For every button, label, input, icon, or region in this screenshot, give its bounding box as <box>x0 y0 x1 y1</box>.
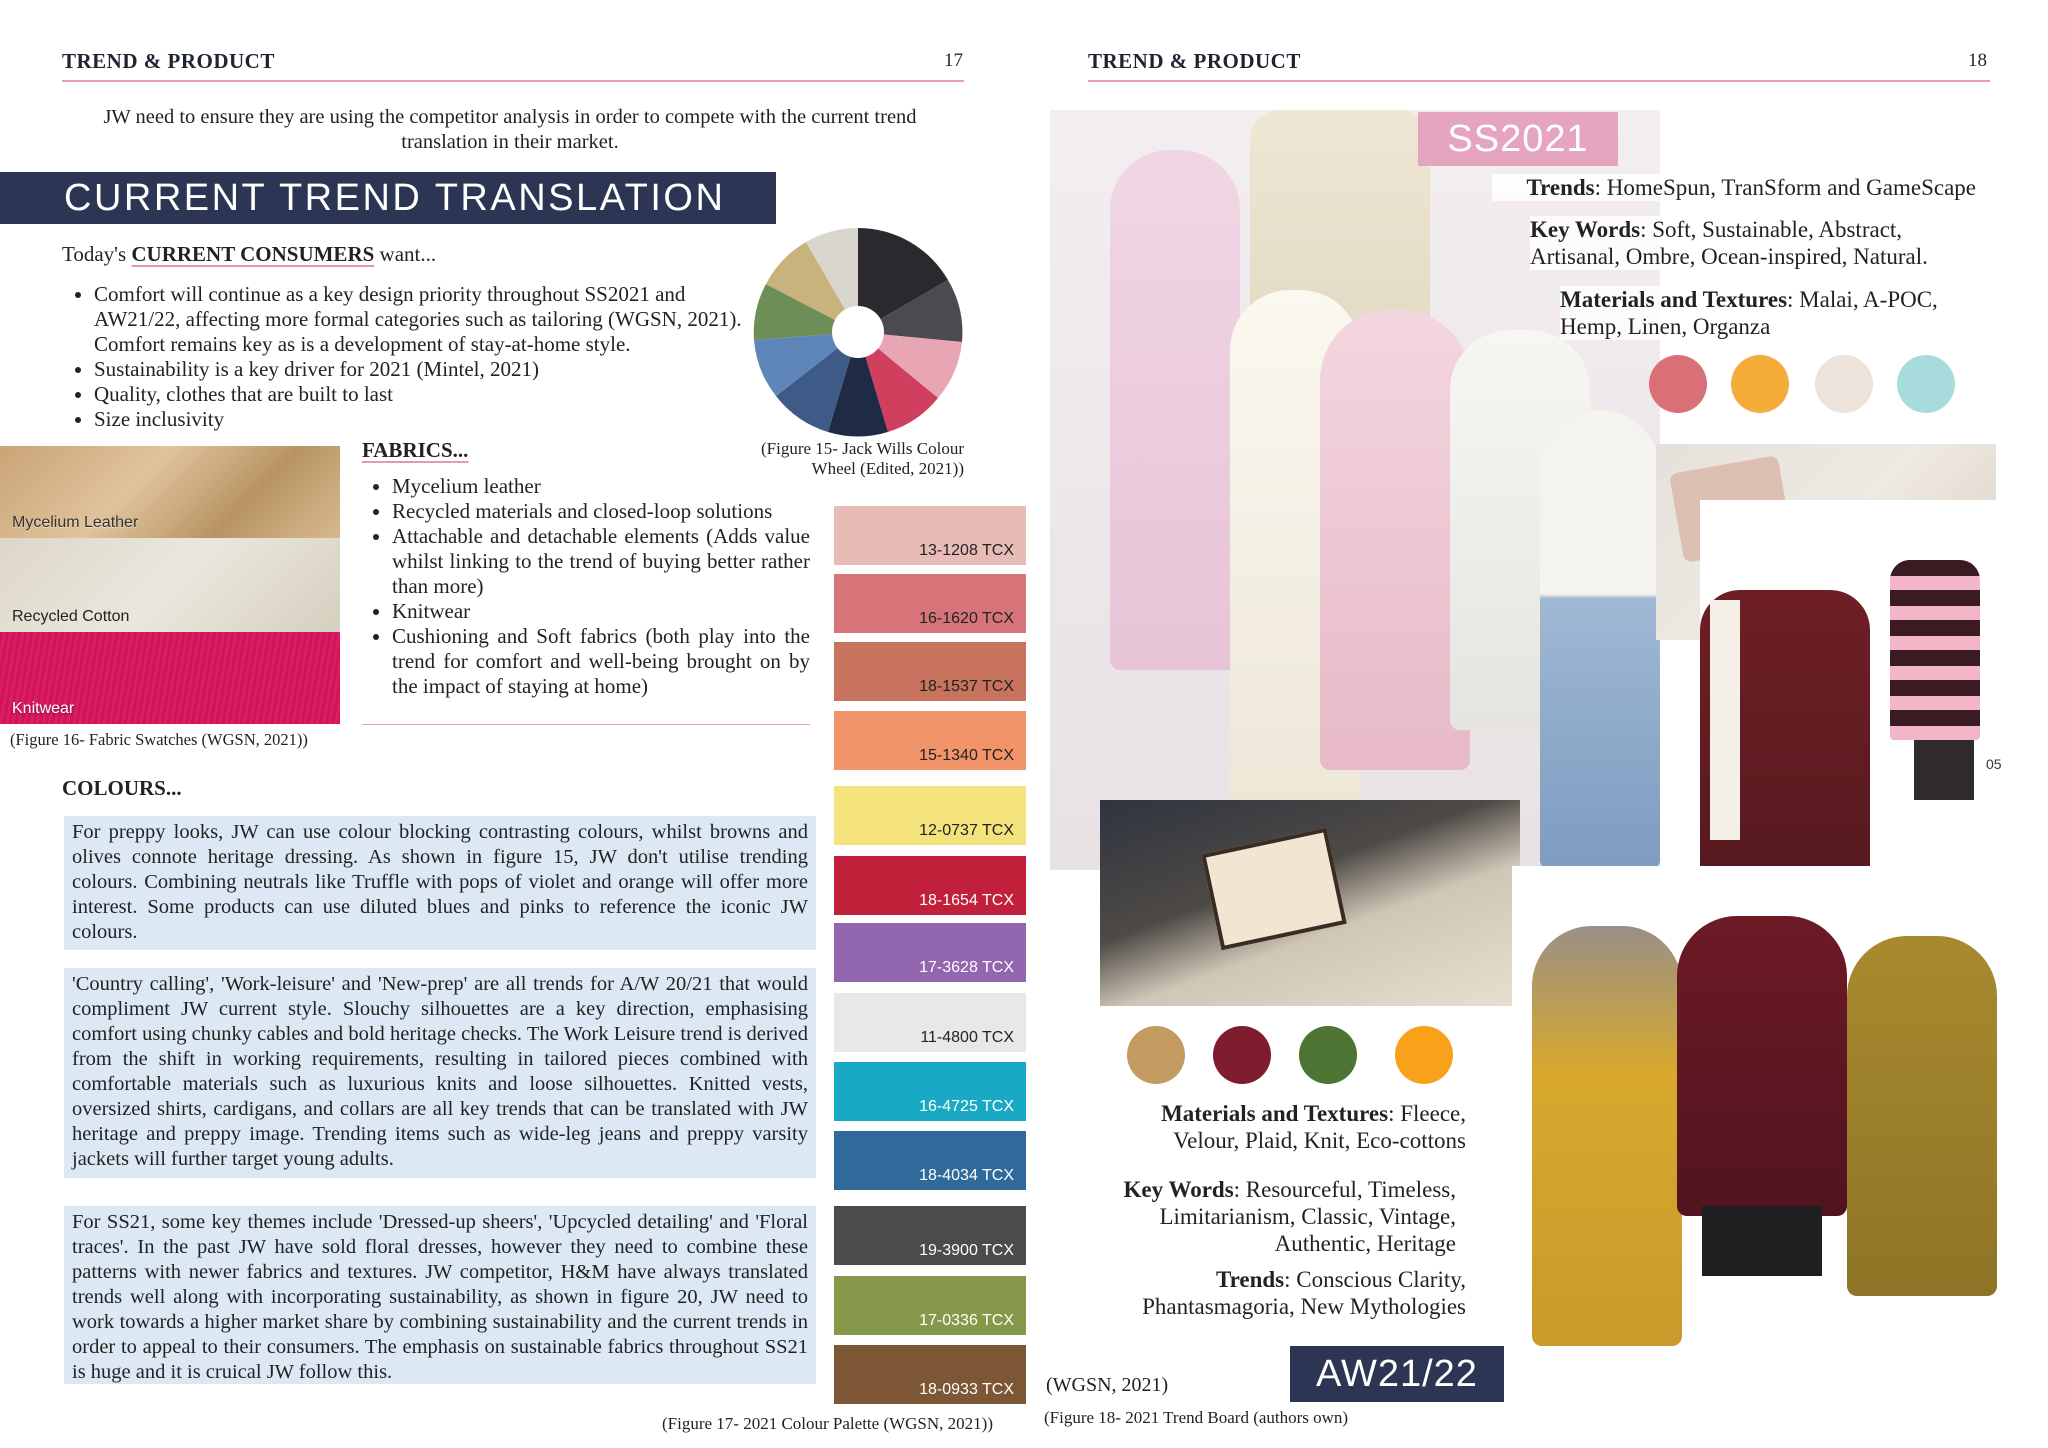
ss-keywords <box>1530 216 1970 270</box>
aw-keywords-text: : Resourceful, Timeless, Limitarianism, Classic, Vintage, Authentic, Heritage <box>1159 1177 1456 1256</box>
ss-colour-dot <box>1731 355 1789 413</box>
palette-chip <box>834 506 1026 565</box>
page-number-right: 18 <box>1968 50 1987 71</box>
chip-code: 17-3628 TCX <box>919 959 1014 976</box>
ss-trends-label: Trends <box>1526 175 1595 200</box>
palette-chip <box>834 1345 1026 1404</box>
model-figure <box>1677 916 1847 1216</box>
palette-caption: (Figure 17- 2021 Colour Palette (WGSN, 2021)) <box>662 1414 993 1433</box>
fabric-bullet: • Mycelium leather <box>392 474 810 499</box>
striped-rugby-shirt <box>1890 560 1980 740</box>
interior-photo <box>1100 800 1520 1006</box>
ss-trends <box>1492 174 1976 201</box>
palette-chip <box>834 711 1026 770</box>
fabric-bullet: • Recycled materials and closed-loop solutions <box>392 499 810 524</box>
chip-code: 13-1208 TCX <box>919 542 1014 559</box>
palette-chip <box>834 642 1026 701</box>
aw-materials-text: : Fleece, Velour, Plaid, Knit, Eco-cottons <box>1173 1101 1466 1153</box>
swatch-label: Recycled Cotton <box>12 608 130 625</box>
chip-code: 18-0933 TCX <box>919 1381 1014 1398</box>
aw-colour-dot <box>1299 1026 1357 1084</box>
aw-materials-label: Materials and Textures <box>1161 1101 1389 1126</box>
fabric-bullets <box>362 474 810 699</box>
section-banner: CURRENT TREND TRANSLATION <box>0 172 776 224</box>
ss-trends-text: : HomeSpun, TranSform and GameScape <box>1594 175 1976 200</box>
trends-paragraph: 'Country calling', 'Work-leisure' and 'New-prep' are all trends for A/W 20/21 that would compliment JW current style. Slouchy silhouettes are a key direction, emphasising comfort using chunky cables and bold heritage checks. The Work Leisure trend is derived from the shift in working requirements, resulting in tailored pieces combined with comfortable materials such as luxurious knits and loose silhouettes. Knitted vests, oversized shirts, cardigans, and collars are all key trends that can be translated with JW heritage and preppy image. Trending items such as wide-leg jeans and preppy varsity jackets will further target young adults. <box>64 968 816 1178</box>
aw-colour-dot <box>1395 1026 1453 1084</box>
shorts <box>1914 740 1974 800</box>
ss2021-label: SS2021 <box>1418 112 1618 166</box>
palette-chip <box>834 786 1026 845</box>
ss-colour-dot <box>1649 355 1707 413</box>
consumer-bullet: • Sustainability is a key driver for 2021 (Mintel, 2021) <box>94 357 744 382</box>
running-header-left: TREND & PRODUCT <box>62 49 275 73</box>
aw-keywords-label: Key Words <box>1123 1177 1234 1202</box>
consumers-prefix: Today's <box>62 242 132 266</box>
swatch-label: Knitwear <box>12 700 75 717</box>
ss-keywords-text: : Soft, Sustainable, Abstract, Artisanal, Ombre, Ocean-inspired, Natural. <box>1530 217 1928 269</box>
pleated-skirt <box>1702 1206 1822 1276</box>
chip-code: 18-1654 TCX <box>919 892 1014 909</box>
header-rule-left <box>62 80 964 82</box>
runway-number-tag: 05 <box>1986 756 2002 772</box>
consumer-bullet: • Comfort will continue as a key design priority throughout SS2021 and AW21/22, affecting more formal categories such as tailoring (WGSN, 2021). Comfort remains key as is a development of stay-at-home style. <box>94 282 744 357</box>
fabrics-title: FABRICS... <box>362 438 469 462</box>
chip-code: 11-4800 TCX <box>920 1029 1014 1046</box>
intro-text: JW need to ensure they are using the competitor analysis in order to compete with the current trend translation in their market. <box>103 106 917 153</box>
aw-trends <box>1100 1266 1466 1320</box>
model-figure <box>1110 150 1240 670</box>
consumer-bullet: • Size inclusivity <box>94 407 744 432</box>
consumers-heading <box>62 242 436 267</box>
consumer-bullet: • Quality, clothes that are built to last <box>94 382 744 407</box>
model-figure <box>1847 936 1997 1296</box>
swatch-caption: (Figure 16- Fabric Swatches (WGSN, 2021)) <box>10 730 308 749</box>
chip-code: 18-4034 TCX <box>919 1167 1014 1184</box>
aw-runway-photo <box>1512 866 1998 1448</box>
fabrics-rule <box>362 724 810 725</box>
aw-keywords <box>1090 1176 1456 1257</box>
fabric-swatch <box>0 632 340 724</box>
chip-code: 17-0336 TCX <box>919 1312 1014 1329</box>
aw-colour-dot <box>1127 1026 1185 1084</box>
fabric-bullet: • Knitwear <box>392 599 810 624</box>
source-note: (WGSN, 2021) <box>1046 1374 1169 1396</box>
wheel-caption: (Figure 15- Jack Wills Colour Wheel (Edited, 2021)) <box>761 439 964 478</box>
palette-chip <box>834 574 1026 633</box>
palette-chip <box>834 1062 1026 1121</box>
jacket-sleeve <box>1710 600 1740 840</box>
ss-colour-dot <box>1897 355 1955 413</box>
varsity-photo <box>1700 500 2000 920</box>
chip-code: 16-1620 TCX <box>919 610 1014 627</box>
colour-wheel-figure <box>752 226 964 438</box>
header-rule-right <box>1088 80 1990 82</box>
ss21-paragraph: For SS21, some key themes include 'Dressed-up sheers', 'Upcycled detailing' and 'Floral traces'. In the past JW have sold floral dresses, however they need to combine these patterns with newer fabrics and textures. JW competitor, H&M have always translated trends well along with incorporating sustainability, as shown in figure 20, JW need to work towards a higher market share by combining sustainability and the current trends in order to appeal to their consumers. The emphasis on sustainable fabrics throughout SS21 is huge and it is cruical JW follow this. <box>64 1206 816 1384</box>
chip-code: 19-3900 TCX <box>919 1242 1014 1259</box>
fabric-swatch <box>0 538 340 632</box>
chip-code: 16-4725 TCX <box>919 1098 1014 1115</box>
palette-chip <box>834 856 1026 915</box>
consumers-highlight: CURRENT CONSUMERS <box>131 242 375 266</box>
consumer-bullets <box>64 282 744 432</box>
palette-chip <box>834 1276 1026 1335</box>
swatch-label: Mycelium Leather <box>12 514 139 531</box>
consumers-suffix: want... <box>374 242 437 266</box>
ss-keywords-label: Key Words <box>1530 217 1641 242</box>
aw-trends-text: : Conscious Clarity, Phantasmagoria, New Mythologies <box>1142 1267 1466 1319</box>
aw-materials <box>1100 1100 1466 1154</box>
model-figure <box>1540 410 1660 870</box>
model-figure <box>1532 926 1682 1346</box>
chip-code: 18-1537 TCX <box>919 678 1014 695</box>
chip-code: 15-1340 TCX <box>919 747 1014 764</box>
ss-colour-dot <box>1815 355 1873 413</box>
model-figure <box>1320 310 1470 770</box>
trend-board-caption: (Figure 18- 2021 Trend Board (authors own) <box>1044 1408 1349 1427</box>
chip-code: 12-0737 TCX <box>919 822 1014 839</box>
running-header-right: TREND & PRODUCT <box>1088 49 1301 73</box>
ss-materials-label: Materials and Textures <box>1560 287 1788 312</box>
ss-materials <box>1560 286 1980 340</box>
palette-chip <box>834 923 1026 982</box>
aw2122-label: AW21/22 <box>1290 1346 1504 1402</box>
page-number-left: 17 <box>944 50 963 71</box>
cushion-shape <box>1201 828 1347 950</box>
fabric-bullet: • Cushioning and Soft fabrics (both play into the trend for comfort and well-being brought on by the impact of staying at home) <box>392 624 810 699</box>
palette-chip <box>834 1206 1026 1265</box>
colours-title: COLOURS... <box>62 776 182 800</box>
colours-paragraph: For preppy looks, JW can use colour blocking contrasting colours, whilst browns and olives connote heritage dressing. As shown in figure 15, JW don't utilise trending colours. Combining neutrals like Truffle with pops of violet and orange will offer more interest. Some products can use diluted blues and pinks to reference the iconic JW colours. <box>64 816 816 950</box>
aw-trends-label: Trends <box>1215 1267 1285 1292</box>
palette-chip <box>834 1131 1026 1190</box>
fabric-swatch <box>0 446 340 538</box>
ss-materials-text: : Malai, A-POC, Hemp, Linen, Organza <box>1560 287 1938 339</box>
fabric-bullet: • Attachable and detachable elements (Adds value whilst linking to the trend of buying better rather than more) <box>392 524 810 599</box>
palette-chip <box>834 993 1026 1052</box>
aw-colour-dot <box>1213 1026 1271 1084</box>
